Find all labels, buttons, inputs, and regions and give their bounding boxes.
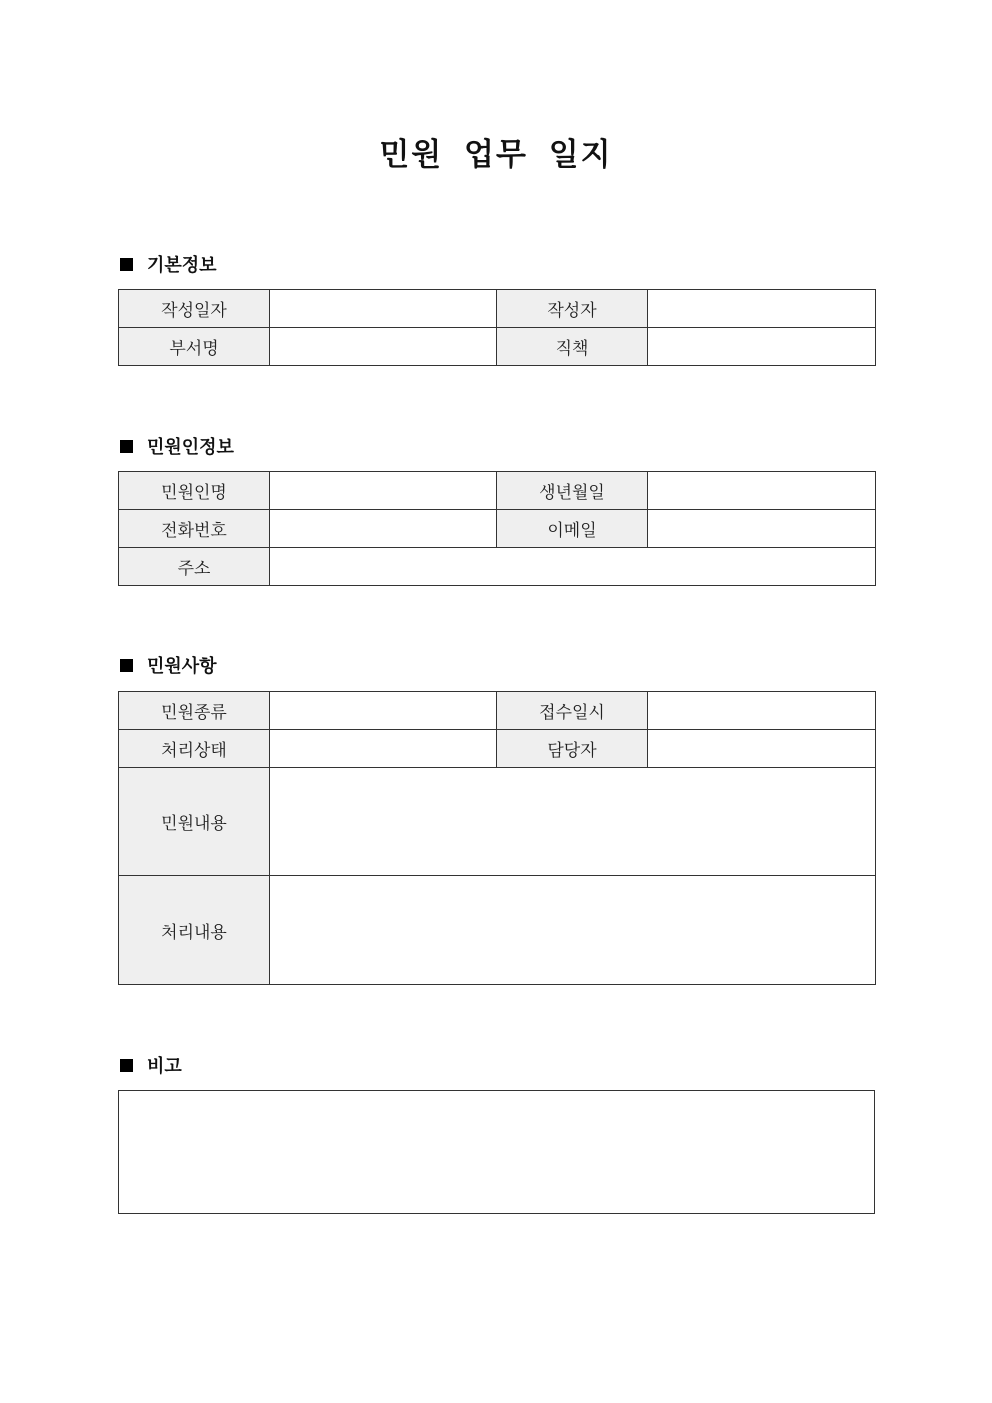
section-heading-basic-label: 기본정보 — [147, 255, 217, 276]
email-label: 이메일 — [497, 510, 648, 548]
author-field[interactable] — [648, 290, 876, 328]
table-row — [119, 730, 876, 768]
square-bullet-icon — [120, 258, 133, 271]
department-field[interactable] — [270, 328, 497, 366]
resolution-field[interactable] — [270, 876, 876, 985]
petitioner-name-label: 민원인명 — [119, 472, 270, 510]
complaint-type-field[interactable] — [270, 692, 497, 730]
petitioner-info-table — [118, 471, 876, 586]
remarks-field[interactable] — [118, 1090, 875, 1214]
table-row — [119, 768, 876, 876]
written-date-label: 작성일자 — [119, 290, 270, 328]
position-label: 직책 — [497, 328, 648, 366]
complaint-content-label: 민원내용 — [119, 768, 270, 876]
table-row — [119, 328, 876, 366]
status-label: 처리상태 — [119, 730, 270, 768]
table-row — [119, 548, 876, 586]
position-field[interactable] — [648, 328, 876, 366]
birthdate-field[interactable] — [648, 472, 876, 510]
page-title: 민원 업무 일지 — [379, 137, 613, 173]
received-at-label: 접수일시 — [497, 692, 648, 730]
section-heading-basic — [118, 250, 217, 278]
phone-label: 전화번호 — [119, 510, 270, 548]
section-heading-complaint-label: 민원사항 — [147, 656, 217, 677]
author-label: 작성자 — [497, 290, 648, 328]
section-heading-remarks — [118, 1051, 182, 1079]
status-field[interactable] — [270, 730, 497, 768]
address-field[interactable] — [270, 548, 876, 586]
birthdate-label: 생년월일 — [497, 472, 648, 510]
table-row — [119, 692, 876, 730]
department-label: 부서명 — [119, 328, 270, 366]
manager-label: 담당자 — [497, 730, 648, 768]
section-heading-complaint — [118, 651, 217, 679]
phone-field[interactable] — [270, 510, 497, 548]
table-row — [119, 510, 876, 548]
section-heading-remarks-label: 비고 — [147, 1056, 182, 1077]
email-field[interactable] — [648, 510, 876, 548]
square-bullet-icon — [120, 1059, 133, 1072]
complaint-content-field[interactable] — [270, 768, 876, 876]
complaint-table — [118, 691, 876, 985]
table-row — [119, 472, 876, 510]
table-row — [119, 290, 876, 328]
address-label: 주소 — [119, 548, 270, 586]
complaint-type-label: 민원종류 — [119, 692, 270, 730]
written-date-field[interactable] — [270, 290, 497, 328]
section-heading-petitioner-label: 민원인정보 — [147, 437, 234, 458]
section-heading-petitioner — [118, 432, 234, 460]
petitioner-name-field[interactable] — [270, 472, 497, 510]
table-row — [119, 876, 876, 985]
basic-info-table — [118, 289, 876, 366]
manager-field[interactable] — [648, 730, 876, 768]
square-bullet-icon — [120, 440, 133, 453]
resolution-label: 처리내용 — [119, 876, 270, 985]
square-bullet-icon — [120, 659, 133, 672]
received-at-field[interactable] — [648, 692, 876, 730]
